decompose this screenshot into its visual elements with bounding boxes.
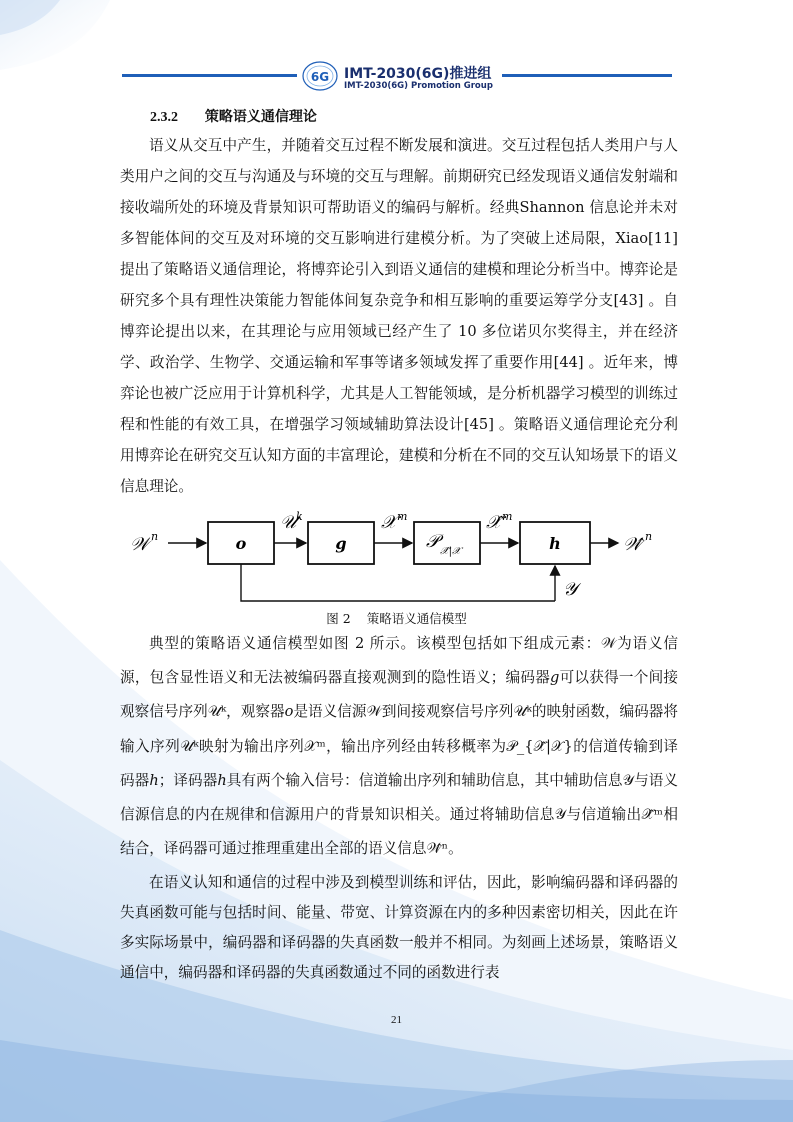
figure-caption: [0, 609, 793, 627]
body-paragraph-3: [120, 868, 678, 988]
paragraph-text: 典型的策略语义通信模型如图 2 所示。该模型包括如下组成元素：𝒲为语义信源，包含显性语义和无法被编码器直接观测到的隐性语义；编码器𝑔可以获得一个间接观察信号序列𝒰ᵏ，观察器𝑜是语义信源𝒲到间接观察信号序列𝒰ᵏ的映射函数，编码器将输入序列𝒰ᵏ映射为输出序列𝒳ᵐ，输出序列经由转移概率为𝒫_{𝒳̂|𝒳}的信道传输到译码器ℎ；译码器ℎ具有两个输入信号：信道输出序列和辅助信息，其中辅助信息𝒴与语义信源信息的内在规律和信源用户的背景知识相关。通过将辅助信息𝒴与信道输出𝒳̂ᵐ相结合，译码器可通过推理重建出全部的语义信息𝒲̂ⁿ。: [120, 635, 678, 858]
page-number: 21: [391, 1014, 402, 1026]
header-org-name-en: IMT-2030(6G) Promotion Group: [344, 81, 493, 91]
channel-label: 𝒫: [426, 531, 439, 552]
observer-label: o: [235, 534, 247, 553]
header-org-name: IMT-2030(6G)推进组: [344, 66, 492, 82]
paragraph-text: 在语义认知和通信的过程中涉及到模型训练和评估，因此，影响编码器和译码器的失真函数可能与包括时间、能量、带宽、计算资源在内的多种因素密切相关，因此在许多实际场景中，编码器和译码器的失真函数一般并不相同。为刻画上述场景，策略语义通信中，编码器和译码器的失真函数通过不同的函数进行表: [120, 874, 678, 981]
section-title: 策略语义通信理论: [204, 109, 317, 125]
section-number: 2.3.2: [150, 110, 178, 125]
figure-number: 图 2: [326, 611, 351, 626]
figure-caption-text: 策略语义通信模型: [366, 611, 467, 626]
input-sup: n: [151, 530, 159, 543]
section-heading: [150, 106, 317, 126]
input-label: 𝒲: [130, 534, 149, 555]
output-label: 𝒲̂: [623, 534, 642, 555]
decoder-label: h: [549, 534, 561, 553]
paragraph-text: 语义从交互中产生，并随着交互过程不断发展和演进。交互过程包括人类用户与人类用户之间的交互与沟通及与环境的交互与理解。前期研究已经发现语义通信发射端和接收端所处的环境及背景知识可帮助语义的编码与解析。经典Shannon 信息论并未对多智能体间的交互及对环境的交互影响进行建模分析。为了突破上述局限，Xiao[11] 提出了策略语义通信理论，将博弈论引入到语义通信的建模和理论分析当中。博弈论是研究多个具有理性决策能力智能体间复杂竞争和相互影响的重要运筹学分支[43] 。自博弈论提出以来，在其理论与应用领域已经产生了 10 多位诺贝尔奖得主，并在经济学、政治学、生物学、交通运输和军事等诸多领域发挥了重要作用[44] 。近年来，博弈论也被广泛应用于计算机科学，尤其是人工智能领域，是分析机器学习模型的训练过程和性能的有效工具，在增强学习领域辅助算法设计[45] 。策略语义通信理论充分利用博弈论在研究交互认知方面的丰富理论，建模和分析在不同的交互认知场景下的语义信息理论。: [120, 137, 678, 495]
body-paragraph-1: [120, 130, 678, 502]
input-source-label: [130, 530, 158, 555]
xhat-sup: m: [502, 510, 513, 523]
logo-text: 6G: [310, 70, 330, 84]
side-info-path: [241, 564, 555, 601]
channel-block: [414, 522, 480, 564]
strategic-semantic-communication-diagram: [120, 500, 678, 612]
xhat-label: 𝒳̂: [486, 512, 502, 533]
channel-sub: 𝒳̂|𝒳: [440, 546, 461, 557]
header-rule-right: [502, 74, 672, 77]
header-rule-left: [122, 74, 297, 77]
imt-2030-logo-icon: [300, 60, 340, 92]
y-label: 𝒴: [563, 579, 578, 600]
body-paragraph-2: [120, 627, 678, 866]
u-label: 𝒰: [280, 512, 297, 533]
encoder-label: g: [335, 534, 347, 553]
output-label-group: [623, 530, 652, 555]
x-label: 𝒳: [381, 512, 397, 533]
x-sup: m: [397, 510, 408, 523]
output-sup: n: [645, 530, 653, 543]
u-sup: k: [296, 510, 303, 523]
